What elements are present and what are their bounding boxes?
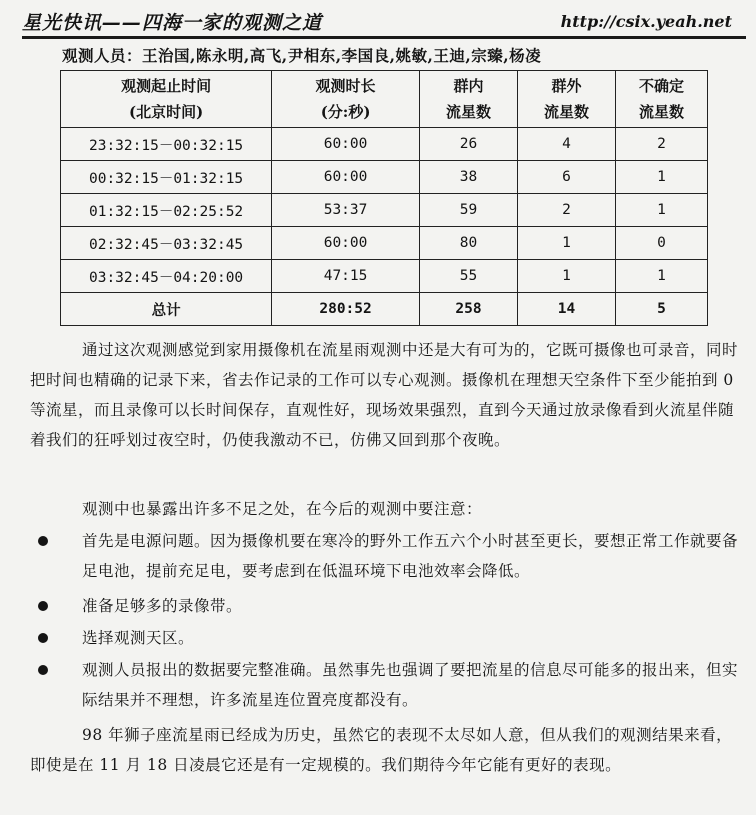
cell-in-shower: 38 bbox=[419, 161, 517, 194]
cell-time: 03:32:45－04:20:00 bbox=[61, 260, 272, 293]
cell-duration: 60:00 bbox=[272, 227, 420, 260]
bullet-icon bbox=[38, 536, 48, 546]
bullet-item-data-quality bbox=[30, 655, 746, 715]
cell-time: 23:32:15－00:32:15 bbox=[61, 128, 272, 161]
paragraph-conclusion: 98 年狮子座流星雨已经成为历史，虽然它的表现不太尽如人意，但从我们的观测结果来看，即使是在 11 月 18 日凌晨它还是有一定规模的。我们期待今年它能有更好的表现。 bbox=[30, 726, 733, 774]
cell-uncertain: 1 bbox=[615, 194, 707, 227]
cell-time: 01:32:15－02:25:52 bbox=[61, 194, 272, 227]
paragraph-camcorder-value: 通过这次观测感觉到家用摄像机在流星雨观测中还是大有可为的，它既可摄像也可录音，同时把时间也精确的记录下来，省去作记录的工作可以专心观测。摄像机在理想天空条件下至少能拍到 0 等流星，而且录像可以长时间保存，直观性好，现场效果强烈，直到今天通过放录像看到火流星伴随着我们的狂呼划过夜空时，仍使我激动不已，仿佛又回到那个夜晚。 bbox=[30, 341, 739, 449]
header-in-shower: 群内 流星数 bbox=[419, 71, 517, 128]
total-uncertain: 5 bbox=[615, 293, 707, 326]
bullet-item-power bbox=[30, 526, 746, 586]
total-label: 总计 bbox=[61, 293, 272, 326]
magazine-title: 星光快讯——四海一家的观测之道 bbox=[22, 12, 323, 34]
table-row bbox=[61, 128, 708, 161]
cell-out-shower: 2 bbox=[518, 194, 616, 227]
header-out-shower: 群外 流星数 bbox=[518, 71, 616, 128]
paragraph-shortcomings: 观测中也暴露出许多不足之处，在今后的观测中要注意： bbox=[82, 500, 483, 518]
cell-uncertain: 2 bbox=[615, 128, 707, 161]
cell-time: 02:32:45－03:32:45 bbox=[61, 227, 272, 260]
table-header-row bbox=[61, 71, 708, 128]
bullet-text: 选择观测天区。 bbox=[82, 629, 195, 647]
observer-list: 观测人员：王治国,陈永明,高飞,尹相东,李国良,姚敏,王迪,宗臻,杨凌 bbox=[62, 46, 542, 65]
bullet-text: 首先是电源问题。因为摄像机要在寒冷的野外工作五六个小时甚至更长，要想正常工作就要备足电池，提前充足电，要考虑到在低温环境下电池效率会降低。 bbox=[82, 532, 739, 580]
table-total-row bbox=[61, 293, 708, 326]
table-row bbox=[61, 194, 708, 227]
cell-out-shower: 1 bbox=[518, 227, 616, 260]
table-row bbox=[61, 161, 708, 194]
table-row bbox=[61, 260, 708, 293]
magazine-url[interactable]: http://csix.yeah.net bbox=[560, 12, 732, 31]
bullet-icon bbox=[38, 601, 48, 611]
cell-in-shower: 55 bbox=[419, 260, 517, 293]
table-row bbox=[61, 227, 708, 260]
cell-out-shower: 4 bbox=[518, 128, 616, 161]
cell-out-shower: 1 bbox=[518, 260, 616, 293]
bullet-text: 准备足够多的录像带。 bbox=[82, 597, 243, 615]
cell-out-shower: 6 bbox=[518, 161, 616, 194]
bullet-icon bbox=[38, 665, 48, 675]
cell-uncertain: 1 bbox=[615, 161, 707, 194]
bullet-icon bbox=[38, 633, 48, 643]
total-out-shower: 14 bbox=[518, 293, 616, 326]
cell-in-shower: 59 bbox=[419, 194, 517, 227]
cell-in-shower: 80 bbox=[419, 227, 517, 260]
bullet-item-tapes bbox=[30, 591, 746, 621]
bullet-text: 观测人员报出的数据要完整准确。虽然事先也强调了要把流星的信息尽可能多的报出来，但实际结果并不理想，许多流星连位置亮度都没有。 bbox=[82, 661, 739, 709]
bullet-item-sky-region bbox=[30, 623, 746, 653]
cell-duration: 47:15 bbox=[272, 260, 420, 293]
cell-duration: 60:00 bbox=[272, 128, 420, 161]
observation-table bbox=[60, 70, 708, 326]
total-in-shower: 258 bbox=[419, 293, 517, 326]
header-rule bbox=[22, 36, 746, 39]
cell-duration: 53:37 bbox=[272, 194, 420, 227]
cell-uncertain: 1 bbox=[615, 260, 707, 293]
cell-in-shower: 26 bbox=[419, 128, 517, 161]
header-uncertain: 不确定 流星数 bbox=[615, 71, 707, 128]
header-duration: 观测时长 (分:秒) bbox=[272, 71, 420, 128]
header-time: 观测起止时间 (北京时间) bbox=[61, 71, 272, 128]
cell-duration: 60:00 bbox=[272, 161, 420, 194]
total-duration: 280:52 bbox=[272, 293, 420, 326]
cell-time: 00:32:15－01:32:15 bbox=[61, 161, 272, 194]
cell-uncertain: 0 bbox=[615, 227, 707, 260]
page-header bbox=[0, 0, 756, 40]
